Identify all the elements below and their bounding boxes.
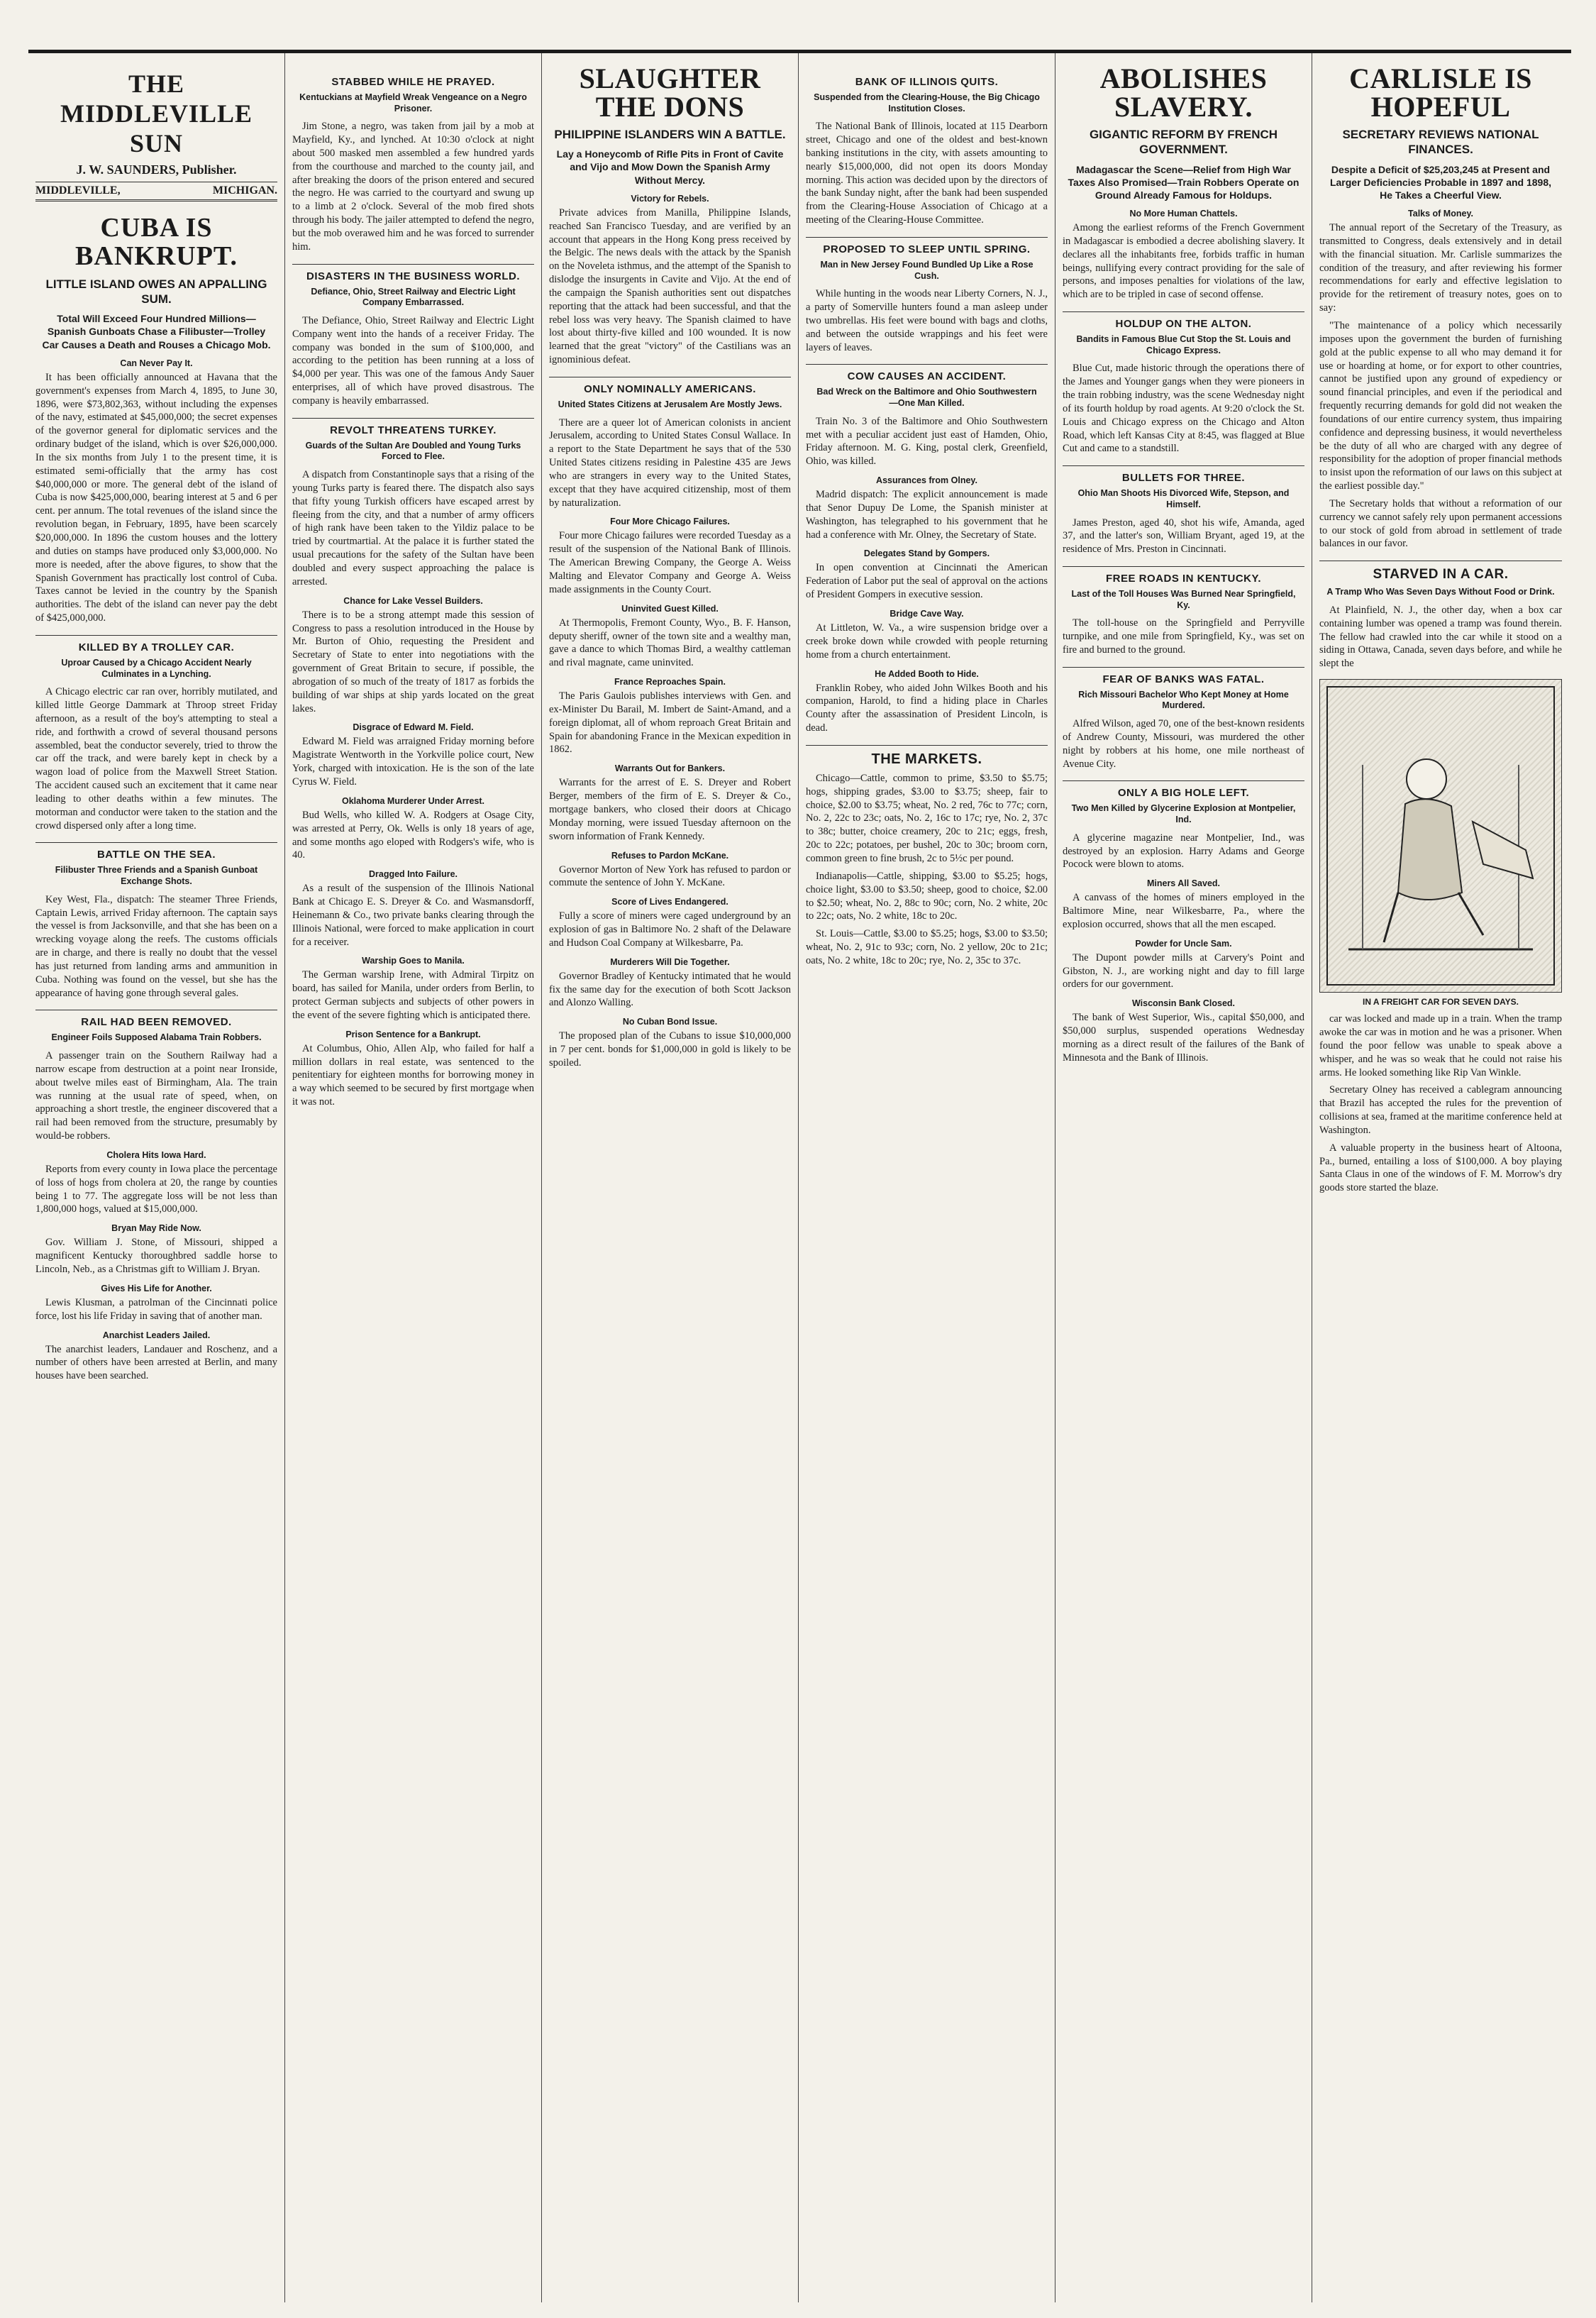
article-body: The Secretary holds that without a reformation of our currency we cannot safely rely upon permanent accessions to our stock of gold from abroad in settlement of trade balances in our favor. <box>1319 497 1562 550</box>
article-body: At Littleton, W. Va., a wire suspension bridge over a creek broke down while crowded with people returning home from a church entertainment. <box>806 622 1048 661</box>
kicker: Talks of Money. <box>1408 209 1473 219</box>
kicker: Delegates Stand by Gompers. <box>863 548 990 559</box>
article-body: Governor Morton of New York has refused to pardon or commute the sentence of John Y. McKane. <box>549 863 791 889</box>
headline-dons: SLAUGHTER THE DONS <box>579 62 761 123</box>
article-body: Blue Cut, made historic through the operations there of the James and Younger gangs when they were pioneers in the train robbing industry, was the scene Wednesday night of its fourth holdup by road agents. At 9:20 o'clock the St. Louis and Chicago express on the Chicago and Alton Road, which left Kansas City at 8:45, was flagged at Blue Cut and came to a standstill. <box>1063 363 1304 455</box>
article-body: A Chicago electric car ran over, horribly mutilated, and killed little George Dammark at Throop street Friday afternoon, as a result of the boy's attempting to steal a ride, and forthwith a crowd of several thousand persons assembled, beat the conductor severely, tried to throw the car off the track, and were barely kept in check by a wagon load of police from the Maxwell Street Station. The accident caused such an excitement that it came near leading to other deaths within a few minutes. The motorman and conductor were taken to the station and the crowd dispersed only after a long time. <box>35 686 277 832</box>
kicker: Can Never Pay It. <box>120 358 193 368</box>
kicker: Wisconsin Bank Closed. <box>1131 998 1236 1009</box>
kicker: Bridge Cave Way. <box>890 609 964 619</box>
kicker: Victory for Rebels. <box>631 193 709 204</box>
article-body: A canvass of the homes of miners employed in the Baltimore Mine, near Wilkesbarre, Pa., where the explosion occurred, shows that all the men escaped. <box>1063 892 1304 930</box>
section-headline: BANK OF ILLINOIS QUITS. <box>855 76 999 88</box>
column-2 <box>285 53 542 2302</box>
article-body: There are a queer lot of American colonists in ancient Jerusalem, according to United States Consul Wallace. In a report to the State Department he says that of the 530 United States citizens residing in Palestine 435 are Jews who are strangers in every way to the United States, except that they have acquired citizenship, most of them by naturalization. <box>549 416 791 509</box>
article-body: Governor Bradley of Kentucky intimated that he would fix the same day for the execution of both Scott Jackson and Alonzo Walling. <box>549 970 791 1009</box>
article-body: A valuable property in the business heart of Altoona, Pa., burned, entailing a loss of $100,000. A boy playing Santa Claus in one of the windows of F. M. Morrow's dry goods store started the blaze. <box>1319 1142 1562 1194</box>
tramp-engraving <box>1320 680 1561 992</box>
section-headline: FREE ROADS IN KENTUCKY. <box>1063 566 1304 585</box>
article-body: While hunting in the woods near Liberty Corners, N. J., a party of Somerville hunters found a man asleep under two umbrellas. His feet were bound with bags and cloths, and between the outside wrappings and his feet were layers of leaves. <box>806 288 1048 353</box>
article-body: At Thermopolis, Fremont County, Wyo., B. F. Hanson, deputy sheriff, owner of the town site and a wealthy man, gave a dance to which Thomas Bird, a wealthy cattleman and rival magnate, came uninvited. <box>549 617 791 669</box>
kicker: Bandits in Famous Blue Cut Stop the St. Louis and Chicago Express. <box>1076 334 1291 355</box>
markets-body: Chicago—Cattle, common to prime, $3.50 to $5.75; hogs, shipping grades, $3.00 to $3.75; sheep, fair to choice, $2.00 to $3.75; wheat, No. 2 red, 76c to 77c; corn, No. 2, 22c to 23c; oats, No. 2, 16c to 17c; rye, No. 2, 37c to 38c; butter, choice creamery, 20c to 21c; eggs, fresh, 20c to 22c; potatoes, per bushel, 20c to 30c; broom corn, common green to fine brush, 2c to 5½c per pound. <box>806 772 1048 864</box>
deck-cuba: Total Will Exceed Four Hundred Millions—Spanish Gunboats Chase a Filibuster—Trolley Car Causes a Death and Rouses a Chicago Mob. <box>42 313 271 351</box>
article-body: As a result of the suspension of the Illinois National Bank at Chicago E. S. Dreyer & Co. and Wasmansdorff, Heinemann & Co., two private banks clearing through the Illinois National, were forced to make application in court for a receiver. <box>292 883 534 948</box>
article-body: A passenger train on the Southern Railway had a narrow escape from destruction at a point near Ironside, about twelve miles east of Birmingham, Ala. The train was running at the usual rate of speed, when, on approaching a short trestle, the engineer discovered that a rail had been removed from the structure, presumably by would-be robbers. <box>35 1050 277 1142</box>
kicker: He Added Booth to Hide. <box>875 668 979 679</box>
article-body: Fully a score of miners were caged underground by an explosion of gas in Baltimore No. 2 shaft of the Delaware and Hudson Coal Company at Wilkesbarre, Pa. <box>549 910 791 949</box>
kicker: Disgrace of Edward M. Field. <box>353 722 474 733</box>
kicker: Last of the Toll Houses Was Burned Near Springfield, Ky. <box>1071 589 1296 610</box>
kicker: United States Citizens at Jerusalem Are Mostly Jews. <box>558 399 782 409</box>
kicker: Bryan May Ride Now. <box>111 1223 201 1234</box>
article-body: Train No. 3 of the Baltimore and Ohio Southwestern met with a peculiar accident just east of Hamden, Ohio, Friday afternoon. M. G. King, postal clerk, Greenfield, Ohio, was killed. <box>806 415 1048 468</box>
article-body: Alfred Wilson, aged 70, one of the best-known residents of Andrew County, Missouri, was murdered the other night by robbers at his home, one mile northeast of Avenue City. <box>1063 718 1304 770</box>
kicker: No More Human Chattels. <box>1129 209 1238 219</box>
kicker: Warship Goes to Manila. <box>362 956 465 966</box>
illustration-caption: IN A FREIGHT CAR FOR SEVEN DAYS. <box>1362 997 1519 1008</box>
article-body: Key West, Fla., dispatch: The steamer Three Friends, Captain Lewis, arrived Friday afternoon. The captain says the vessel is from Jacksonville, and that she has been on a wrecking voyage along the reefs. The customs officials are in charge, and there is really no doubt that the vessel has just returned from landing arms and ammunition in Cuba. Nothing was found on the vessel, but she has the appearance of having gone through several gales. <box>35 893 277 999</box>
kicker: Defiance, Ohio, Street Railway and Electric Light Company Embarrassed. <box>311 286 516 308</box>
article-body: Four more Chicago failures were recorded Tuesday as a result of the suspension of the National Bank of Illinois. The American Brewing Company, the George A. Weiss Malting and Elevator Company and George A. Weiss made assignments in the County Court. <box>549 530 791 595</box>
article-body: The anarchist leaders, Landauer and Roschenz, and a number of others have been arrested at Berlin, and many houses have been searched. <box>35 1343 277 1382</box>
article-body: The Dupont powder mills at Carvery's Point and Gibston, N. J., are working night and day to fill large orders for our government. <box>1063 951 1304 990</box>
dateline-city: MIDDLEVILLE, <box>35 184 121 197</box>
dateline-bar <box>35 182 277 202</box>
kicker: Gives His Life for Another. <box>101 1283 212 1293</box>
section-headline: STABBED WHILE HE PRAYED. <box>331 76 495 88</box>
section-headline: BULLETS FOR THREE. <box>1063 465 1304 484</box>
article-body: Jim Stone, a negro, was taken from jail by a mob at Mayfield, Ky., and lynched. At 10:30 o'clock at night about 500 masked men assembled a few hundred yards from the courthouse and marched to the county jail, and after breaking the doors of the prison entered and secured the negro. He was carried to the courtyard and swung up to a limb at 2 o'clock. Several of the mob fired shots through his body. The jailer attempted to defend the negro, but the mob overawed him and he was forced to surrender him. <box>292 121 534 253</box>
column-6 <box>1312 53 1569 2302</box>
article-body: car was locked and made up in a train. When the tramp awoke the car was in motion and he was a prisoner. When found the poor fellow was unable to speak above a whisper, and he was so weak that he could not raise his arms. He looked something like Rip Van Winkle. <box>1319 1013 1562 1078</box>
kicker: Guards of the Sultan Are Doubled and Young Turks Forced to Flee. <box>305 440 521 462</box>
article-body: The Defiance, Ohio, Street Railway and Electric Light Company went into the hands of a receiver Friday. The company was bonded in the sum of $100,000, and according to the petition has been running at a loss of $4,000 per year. This was one of the famous Andy Sauer enterprises, all of which have proved disastrous. The company is heavily embarrassed. <box>292 314 534 407</box>
subhead-cuba: LITTLE ISLAND OWES AN APPALLING SUM. <box>45 277 267 307</box>
article-body: Madrid dispatch: The explicit announcement is made that Senor Dupuy De Lome, the Spanish minister at Washington, has telegraphed to his government that he had a conference with Mr. Olney, the Secretary of State. <box>806 489 1048 541</box>
article-body: Secretary Olney has received a cablegram announcing that Brazil has accepted the rules for the prevention of collisions at sea, framed at the maritime conference held at Washington. <box>1319 1084 1562 1136</box>
article-body: Edward M. Field was arraigned Friday morning before Magistrate Wentworth in the Yorkville police court, New York, charged with intoxication. He is the son of the late Cyrus W. Field. <box>292 736 534 788</box>
kicker: Warrants Out for Bankers. <box>614 763 726 774</box>
kicker: Refuses to Pardon McKane. <box>611 850 729 861</box>
freight-car-illustration <box>1319 679 1562 993</box>
markets-body: Indianapolis—Cattle, shipping, $3.00 to $5.25; hogs, choice light, $3.00 to $3.50; sheep, good to choice, $2.00 to $2.50; wheat, No. 2, 88c to 90c; corn, No. 2 white, 20c to 22c; oats, No. 2 white, 18c to 20c. <box>806 870 1048 922</box>
article-body: Warrants for the arrest of E. S. Dreyer and Robert Berger, members of the firm of E. S. Dreyer & Co., mortgage bankers, who closed their doors at Chicago Monday morning, were issued Tuesday afternoon on the sworn information of Frank Kennedy. <box>549 777 791 842</box>
newspaper-title: THE MIDDLEVILLE SUN <box>60 70 253 158</box>
article-body: It has been officially announced at Havana that the government's expenses from March 4, 1895, to June 30, 1896, were $73,802,363, without including the expenses of the navy, estimated at $45,000,000; the secret expenses of the governor general for diplomatic services and the ordinary budget of the island, which is over $26,000,000. In the six months from July 1 to the present time, it is estimated semi-officially that the army has cost $40,000,000 or more. The general debt of the island of Cuba is now $425,000,000, bearing interest at 5 and 6 per cent. per annum. The total revenues of the island since the revolution began, in February, 1895, have been scarcely $20,000,000. In 1896 the custom houses and the lottery and duties on stamps have produced only $3,000,000. No more is needed, after the above figures, to show that the Spanish Government has practically lost control of Cuba. Taxes cannot be levied in the country by the Spanish authorities. The debt of the island can never pay the debt of $425,000,000. <box>35 371 277 624</box>
deck-dons: Lay a Honeycomb of Rifle Pits in Front of Cavite and Vijo and Mow Down the Spanish Army Without Mercy. <box>556 148 784 186</box>
kicker: A Tramp Who Was Seven Days Without Food or Drink. <box>1326 587 1555 597</box>
kicker: Uninvited Guest Killed. <box>621 603 719 614</box>
article-body: The Paris Gaulois publishes interviews with Gen. and ex-Minister Du Barail, M. Imbert de Saint-Amand, and a foreign diplomat, all of whom reproach Great Britain and Spain for abandoning France in the Mexican expedition in 1862. <box>549 690 791 756</box>
kicker: Four More Chicago Failures. <box>610 517 730 527</box>
article-body: Private advices from Manilla, Philippine Islands, reached San Francisco Tuesday, and are verified by an account that appears in the Hong Kong press received by the Belgic. The news deals with the attack by the Spanish on the Noveleta isthmus, and the attempt of the Spanish to dislodge the insurgents in Cavite and Vijo. At the end of the campaign the Spanish authorities sent out dispatches reporting that the attack had been successful, and that the rebel loss was very heavy. The Spanish claimed to have lost about thirty-five killed and 100 wounded. It is now learned that the great "victory" of the Castilians was an ignominious defeat. <box>549 206 791 366</box>
article-body: The bank of West Superior, Wis., capital $50,000, and $50,000 surplus, suspended operations Wednesday morning as a direct result of the failures of the Bank of Minnesota and the Bank of Illinois. <box>1063 1012 1304 1064</box>
section-headline: REVOLT THREATENS TURKEY. <box>292 418 534 436</box>
section-headline: RAIL HAD BEEN REMOVED. <box>35 1010 277 1028</box>
section-headline: DISASTERS IN THE BUSINESS WORLD. <box>292 264 534 282</box>
section-headline: KILLED BY A TROLLEY CAR. <box>35 635 277 653</box>
article-body: There is to be a strong attempt made this session of Congress to pass a resolution introduced in the House by Mr. Burton of Ohio, requesting the President and Secretary of State to enter into negotiations with the government of Great Britain to secure, if possible, the abrogation of so much of the treaty of 1817 as forbids the building of war ships at ship yards located on the great lakes. <box>292 609 534 714</box>
article-body: The toll-house on the Springfield and Perryville turnpike, and one mile from Springfield, Ky., was set on fire and burned to the ground. <box>1063 617 1304 656</box>
newspaper-page <box>28 50 1571 2302</box>
subhead-carlisle: SECRETARY REVIEWS NATIONAL FINANCES. <box>1342 128 1539 157</box>
column-1 <box>28 53 285 2302</box>
section-headline: PROPOSED TO SLEEP UNTIL SPRING. <box>806 237 1048 255</box>
article-body: The proposed plan of the Cubans to issue $10,000,000 in 7 per cent. bonds for $1,000,000 in gold is likely to be spoiled. <box>549 1030 791 1069</box>
column-5 <box>1055 53 1312 2302</box>
markets-headline: THE MARKETS. <box>806 745 1048 768</box>
kicker: Chance for Lake Vessel Builders. <box>343 595 483 606</box>
article-body: "The maintenance of a policy which necessarily imposes upon the government the burden of furnishing gold at the public expense to all who may demand it for use or hoarding at home, or for export to other countries, cannot be justified upon any ground of expediency or sound financial principles, and even if the periodical and frequently recurring demands for gold did not weaken the foundations of our entire currency system, thus impairing confidence and depressing business, it would nevertheless be the duty of all who are charged with any degree of responsibility for the adoption of proper financial methods to insist upon the reformation of our laws on this subject at the earliest possible day." <box>1319 319 1562 492</box>
kicker: Oklahoma Murderer Under Arrest. <box>342 795 484 806</box>
publisher-line: J. W. SAUNDERS, Publisher. <box>76 162 237 177</box>
article-body: Among the earliest reforms of the French Government in Madagascar is embodied a decree abolishing slavery. It declares all the inhabitants free, forbids traffic in human beings, nullifying every contract providing for the sale of persons, and imposes penalties for violations of the law, which are to be tripled in case of second offense. <box>1063 222 1304 301</box>
kicker: Dragged Into Failure. <box>368 869 458 880</box>
kicker: Score of Lives Endangered. <box>611 897 728 907</box>
section-headline: COW CAUSES AN ACCIDENT. <box>806 364 1048 382</box>
kicker: Cholera Hits Iowa Hard. <box>106 1149 206 1160</box>
column-3 <box>542 53 799 2302</box>
article-body: In open convention at Cincinnati the American Federation of Labor put the seal of approval on the actions of President Gompers in executive session. <box>806 562 1048 601</box>
deck-carlisle: Despite a Deficit of $25,203,245 at Present and Larger Deficiencies Probable in 1897 and 1898, He Takes a Cheerful View. <box>1329 163 1552 201</box>
headline-carlisle: CARLISLE IS HOPEFUL <box>1349 62 1532 123</box>
article-body: The National Bank of Illinois, located at 115 Dearborn street, Chicago and one of the oldest and best-known banking institutions in the city, with assets amounting to nearly $15,000,000, did not open its doors Monday morning. This action was decided upon by the directors of the bank Sunday night, after the bank had been suspended from the Clearing-House Association of Chicago at a meeting of the Clearing-House Committee. <box>806 121 1048 226</box>
kicker: Miners All Saved. <box>1146 878 1221 889</box>
article-body: James Preston, aged 40, shot his wife, Amanda, aged 37, and the latter's son, William Bryant, aged 19, at the residence of Mrs. Preston in Cincinnati. <box>1063 517 1304 556</box>
subhead-slavery: GIGANTIC REFORM BY FRENCH GOVERNMENT. <box>1089 128 1278 157</box>
headline-slavery: ABOLISHES SLAVERY. <box>1099 62 1268 123</box>
kicker: Assurances from Olney. <box>876 475 977 486</box>
article-body: Franklin Robey, who aided John Wilkes Booth and his companion, Harold, to find a hiding place in Charles County after the assassination of President Lincoln, is dead. <box>806 682 1048 734</box>
kicker: Kentuckians at Mayfield Wreak Vengeance on a Negro Prisoner. <box>299 92 527 114</box>
kicker: Suspended from the Clearing-House, the Big Chicago Institution Closes. <box>814 92 1040 114</box>
kicker: Two Men Killed by Glycerine Explosion at Montpelier, Ind. <box>1071 803 1296 825</box>
kicker: Prison Sentence for a Bankrupt. <box>345 1029 481 1039</box>
kicker: Engineer Foils Supposed Alabama Train Robbers. <box>51 1032 262 1043</box>
kicker: Rich Missouri Bachelor Who Kept Money at Home Murdered. <box>1078 689 1289 711</box>
kicker: No Cuban Bond Issue. <box>622 1017 718 1027</box>
section-headline: BATTLE ON THE SEA. <box>35 842 277 861</box>
dateline-state: MICHIGAN. <box>212 184 277 197</box>
kicker: Filibuster Three Friends and a Spanish Gunboat Exchange Shots. <box>55 865 258 887</box>
kicker: Ohio Man Shoots His Divorced Wife, Stepson, and Himself. <box>1077 488 1290 509</box>
section-headline: HOLDUP ON THE ALTON. <box>1063 311 1304 330</box>
section-headline: ONLY A BIG HOLE LEFT. <box>1063 780 1304 799</box>
article-body: At Plainfield, N. J., the other day, when a box car containing lumber was opened a tramp was found therein. The fellow had crawled into the car while it stood on a siding in Ottawa, Canada, seven days before, and while he slept the <box>1319 604 1562 670</box>
article-body: Bud Wells, who killed W. A. Rodgers at Osage City, was arrested at Perry, Ok. Wells is only 18 years of age, and some months ago eloped with Rodgers's wife, who is 40. <box>292 809 534 861</box>
kicker: Uproar Caused by a Chicago Accident Nearly Culminates in a Lynching. <box>61 657 252 679</box>
kicker: Anarchist Leaders Jailed. <box>102 1330 211 1340</box>
kicker: Powder for Uncle Sam. <box>1135 938 1232 949</box>
masthead <box>35 53 277 202</box>
article-body: The annual report of the Secretary of the Treasury, as transmitted to Congress, deals extensively and in detail with the financial situation. Mr. Carlisle summarizes the condition of the treasury, and after reviewing his former recommendations for early and effective legislation to provide for the retirement of treasury notes, goes on to say: <box>1319 222 1562 314</box>
kicker: Murderers Will Die Together. <box>610 956 730 967</box>
article-body: A glycerine magazine near Montpelier, Ind., was destroyed by an explosion. Harry Adams and George Pocock were blown to atoms. <box>1063 832 1304 871</box>
article-body: At Columbus, Ohio, Allen Alp, who failed for half a million dollars in real estate, was sentenced to the penitentiary for eighteen months for borrowing money in a way which seemed to be secured by first mortgage when it was not. <box>292 1042 534 1108</box>
article-body: The German warship Irene, with Admiral Tirpitz on board, has sailed for Manila, under orders from Berlin, to protect German subjects and subjects of other powers in the event of the severe fighting which is anticipated there. <box>292 969 534 1021</box>
kicker: Man in New Jersey Found Bundled Up Like a Rose Cush. <box>820 260 1033 281</box>
subhead-dons: PHILIPPINE ISLANDERS WIN A BATTLE. <box>554 128 786 141</box>
article-body: A dispatch from Constantinople says that a rising of the young Turks party is feared there. The dispatch also says that fifty young Turkish officers have escaped arrest by fleeing from the city, and that a number of army officers of high rank have been taken to the Yildiz palace to be tried by courtmartial. At the palace it is further stated the usual precautions for the safety of the Sultan have been doubled and every suspect approaching the palace is arrested. <box>292 469 534 587</box>
column-4 <box>799 53 1055 2302</box>
article-body: Reports from every county in Iowa place the percentage of loss of hogs from cholera at 20, the range by counties being 1 to 77. The aggregate loss will be not less than 1,800,000 hogs, valued at $15,000,000. <box>35 1163 277 1215</box>
markets-body: St. Louis—Cattle, $3.00 to $5.25; hogs, $3.00 to $3.50; wheat, No. 2, 91c to 93c; corn, No. 2 yellow, 20c to 21c; oats, No. 2 white, 18c to 20c; rye, No. 2, 35c to 37c. <box>806 928 1048 966</box>
kicker: France Reproaches Spain. <box>614 677 726 688</box>
section-headline: FEAR OF BANKS WAS FATAL. <box>1063 667 1304 685</box>
article-body: Lewis Klusman, a patrolman of the Cincinnati police force, lost his life Friday in saving that of another man. <box>35 1296 277 1322</box>
section-headline: ONLY NOMINALLY AMERICANS. <box>549 377 791 395</box>
kicker: Bad Wreck on the Baltimore and Ohio Southwestern—One Man Killed. <box>816 387 1037 409</box>
section-headline: STARVED IN A CAR. <box>1319 561 1562 583</box>
article-body: Gov. William J. Stone, of Missouri, shipped a magnificent Kentucky thoroughbred saddle horse to Lincoln, Neb., as a Christmas gift to William J. Bryan. <box>35 1237 277 1275</box>
headline-cuba: CUBA IS BANKRUPT. <box>75 213 238 271</box>
deck-slavery: Madagascar the Scene—Relief from High War Taxes Also Promised—Train Robbers Operate on Ground Already Famous for Holdups. <box>1068 163 1299 201</box>
